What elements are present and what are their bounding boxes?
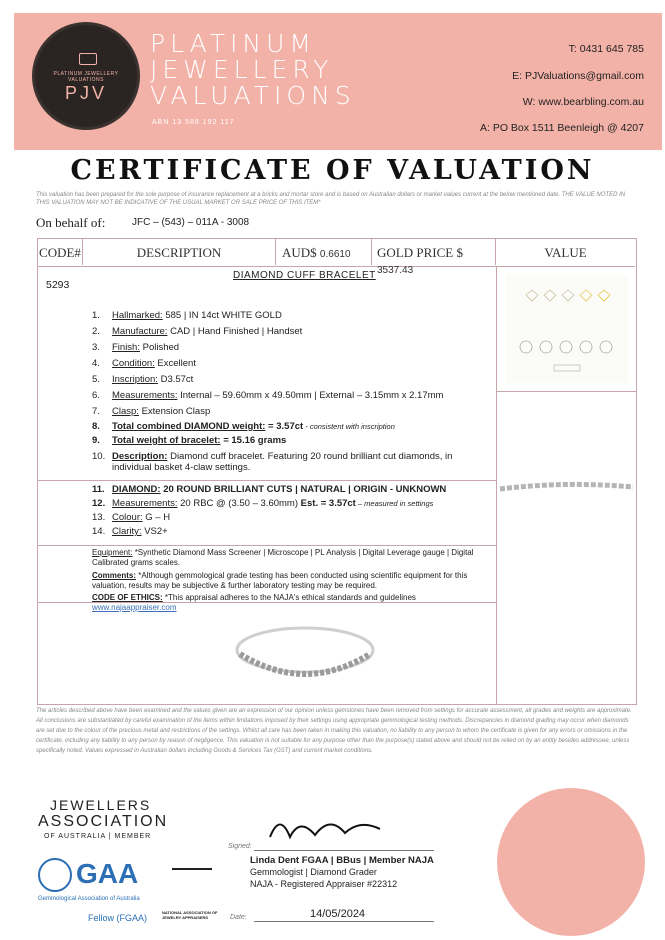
ethics-text: *This appraisal adheres to the NAJA's ethical standards and guidelines [162,593,416,602]
website[interactable]: W: www.bearbling.com.au [522,96,644,108]
item-text: VS2+ [141,526,168,537]
date-line [254,921,434,922]
aud-label: AUD$ [282,245,317,260]
valuation-date: 14/05/2024 [310,908,366,920]
pjv-logo [32,22,140,130]
date-label: Date: [230,914,247,921]
signed-label: Signed: [228,843,252,850]
item-text: = 3.57ct [265,421,304,432]
signature-line [254,850,434,851]
bracelet-side-image [498,479,635,499]
letterhead [14,13,662,150]
grading-chart-image [506,275,628,383]
item-number: 14. [92,526,106,537]
signer-registration: NAJA - Registered Appraiser #22312 [250,879,398,889]
item-label: Total weight of bracelet: [112,435,221,446]
brand-line-3: VALUATIONS [150,81,356,110]
item-number: 6. [92,390,100,401]
item-text: = 15.16 grams [220,435,287,446]
item-text: 20 ROUND BRILLIANT CUTS | NATURAL | ORIGIN - UNKNOWN [160,484,447,495]
item-label: Clarity: [112,526,142,537]
postal-address: A: PO Box 1511 Beenleigh @ 4207 [480,122,644,134]
embossed-seal [497,788,645,936]
gold-label: GOLD PRICE $ [377,245,463,260]
item-note: - consistent with inscription [303,422,395,431]
header-code: CODE# [38,239,83,265]
item-label: Clasp: [112,406,139,417]
item-text: Excellent [154,358,196,369]
item-number: 13. [92,512,106,523]
logo-small-text: PLATINUM JEWELLERY VALUATIONS [53,71,119,83]
brand-name [150,31,356,109]
item-text: Polished [139,342,180,353]
behalf-value: JFC – (543) – 011A - 3008 [132,217,250,228]
item-label: Measurements: [112,390,178,401]
row-divider [496,391,636,392]
equipment-label: Equipment: [92,548,133,557]
brand-line-1: PLATINUM [150,29,316,58]
logo-initials: PJV [64,83,107,103]
item-note: – measured in settings [355,499,434,508]
scales-icon [172,868,212,898]
item-number: 3. [92,342,100,353]
equipment-text: *Synthetic Diamond Mass Screener | Microscope | PL Analysis | Digital Leverage gauge | Digital Calibrated grams scales. [92,548,474,567]
ja-line-2: ASSOCIATION [38,813,169,830]
signer-name: Linda Dent FGAA | BBus | Member NAJA [250,855,434,866]
signer-role: Gemmologist | Diamond Grader [250,867,377,877]
signature [260,807,390,849]
item-text: CAD | Hand Finished | Handset [167,326,303,337]
item-number: 1. [92,310,100,321]
item-label: Description: [112,451,168,462]
item-code: 5293 [46,279,70,291]
item-number: 9. [92,435,100,446]
item-number: 5. [92,374,100,385]
valuation-table [37,238,637,705]
comments-text: *Although gemmological grade testing has been conducted using scientific equipment for this valuation, results may be subjective & further laboratory testing may be required. [92,571,468,590]
item-text: D3.57ct [157,374,194,385]
disclaimer: This valuation has been prepared for the sole purpose of insurance replacement at a bricks and mortar store and is based on Australian dollars or market values current at the below mentioned date. THE VALUE NOTED IN THIS VALUATION MAY NOT BE INDICATIVE OF THE USUAL MARKET OR SALE PRICE OF THIS ITEM* [36,192,626,206]
item-number: 7. [92,406,100,417]
item-label: Hallmarked: [112,310,163,321]
naja-logo-text: NATIONAL ASSOCIATION OF JEWELRY APPRAISERS [162,910,218,920]
item-number: 8. [92,421,100,432]
ja-line-1: JEWELLERS [50,797,152,813]
comments-label: Comments: [92,571,137,580]
gaa-logo: GAA [76,858,139,889]
diamond-icon [79,53,97,65]
header-aud [276,239,372,265]
fellow-text: Fellow (FGAA) [88,913,148,923]
value-column-divider [496,267,497,704]
abn-number: ABN 13 588 192 117 [152,119,235,126]
item-label: Finish: [112,342,140,353]
certificate-title: CERTIFICATE OF VALUATION [70,155,595,186]
item-label: Colour: [112,512,143,523]
item-number: 12. [92,498,106,509]
item-estimate: Est. = 3.57ct [298,498,356,509]
brand-line-2: JEWELLERY [150,55,334,84]
item-label: Condition: [112,358,155,369]
gaa-subtitle: Gemmological Association of Australia [38,896,140,902]
item-text: 20 RBC @ (3.50 – 3.60mm) [177,498,299,509]
row-divider [38,480,496,481]
item-text: 585 | IN 14ct WHITE GOLD [162,310,282,321]
gold-value: 3537.43 [377,265,414,276]
footnote: The articles described above have been examined and the values given are an expression of our opinion unless gemstones have been removed from settings for accurate assessment, all grades and weights are approximate. All conclusions are substantiated by careful examination of the items within limitations imposed by their settings using appropriate gemmological testing methods. Discrepancies in diamond grading may occur when diamonds are set due to the colour of the precious metal and restrictions of the settings. Whilst all care has been taken in making this valuation, no liability to any person to whom the certificate is given for any errors or omissions in the certificate, including any liability to any person by reason of negligence. This valuation is not suitable for any purpose other than the purpose(s) stated above and should not be relied on by an entity besides addressee, unless specifically noted. Values expressed in Australian dollars including Goods & Services Tax (GST) and current market conditions. [36,708,632,754]
item-label: Measurements: [112,498,178,509]
phone: T: 0431 645 785 [568,43,644,55]
item-label: Total combined DIAMOND weight: [112,421,266,432]
header-description: DESCRIPTION [83,239,276,265]
gaa-logo-icon [38,858,72,892]
item-label: Inscription: [112,374,158,385]
item-label: Manufacture: [112,326,168,337]
item-text: G – H [142,512,171,523]
equipment-note [92,548,487,568]
item-title: DIAMOND CUFF BRACELET [233,270,376,281]
row-divider [38,545,496,546]
header-gold [372,239,496,276]
item-number: 2. [92,326,100,337]
item-text: Internal – 59.60mm x 49.50mm | External – 3.15mm x 2.17mm [177,390,444,401]
item-number: 11. [92,484,105,495]
ja-line-3: OF AUSTRALIA | MEMBER [44,833,152,840]
item-number: 10. [92,451,106,462]
item-label: DIAMOND: [112,484,161,495]
aud-value: 0.6610 [319,249,351,260]
item-text: Extension Clasp [138,406,211,417]
bracelet-photo [230,614,380,692]
email[interactable]: E: PJValuations@gmail.com [512,70,644,82]
ethics-label: CODE OF ETHICS: [92,593,163,602]
header-value: VALUE [544,245,587,260]
comments-note [92,571,487,591]
naja-link[interactable]: www.najaappraiser.com [92,603,177,612]
behalf-label: On behalf of: [36,215,106,230]
ethics-note [92,593,487,613]
item-number: 4. [92,358,100,369]
item-text: Diamond cuff bracelet. Featuring 20 round brilliant cut diamonds, in individual basket 4-claw settings. [112,451,453,473]
